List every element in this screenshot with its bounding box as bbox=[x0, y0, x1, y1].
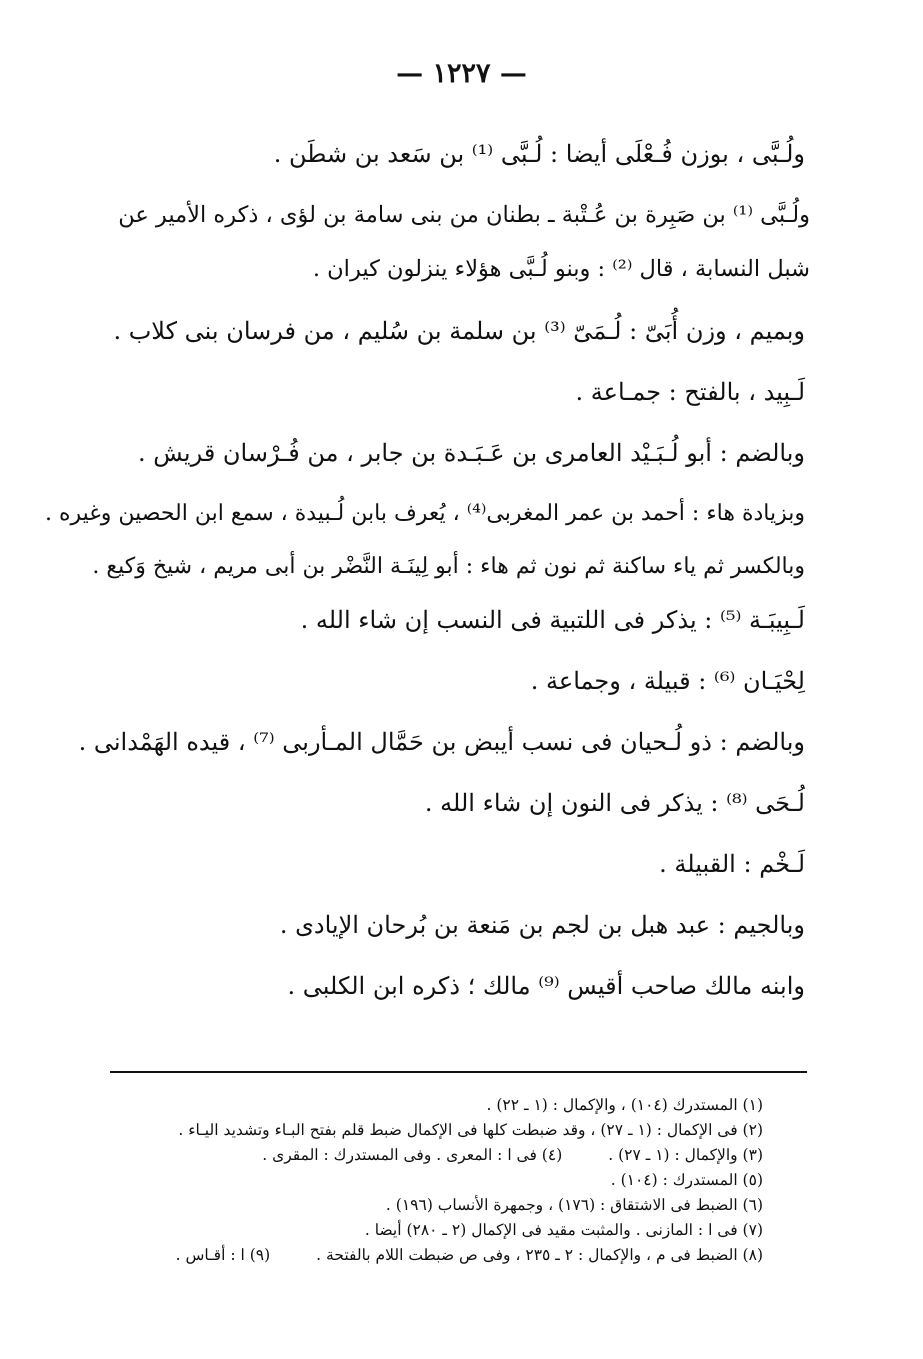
body-line: وابنه مالك صاحب أقيس ⁽⁹⁾ مالك ؛ ذكره ابن الكلبى . bbox=[287, 972, 805, 1000]
footnote: (٨) الضبط فى م ، والإكمال : ٢ ـ ٢٣٥ ، وفى ص ضبطت اللام بالفتحة . bbox=[316, 1246, 763, 1264]
body-line: وبالجيم : عبد هبل بن لجم بن مَنعة بن بُرحان الإيادى . bbox=[279, 911, 805, 939]
main-text bbox=[44, 130, 810, 1023]
footnote-line bbox=[103, 1093, 763, 1118]
footnote: (٥) المستدرك : (١٠٤) . bbox=[610, 1171, 763, 1189]
body-line: وبالضم : ذو لُـحيان فى نسب أيبض بن حَمَّال المـأربى ⁽⁷⁾ ، قيده الهَمْدانى . bbox=[78, 728, 805, 756]
footnote: (٧) فى ا : المازنى . والمثبت مقيد فى الإكمال (٢ ـ ٢٨٠) أيضا . bbox=[364, 1221, 763, 1239]
footnote-line bbox=[103, 1168, 763, 1193]
body-line: وبميم ، وزن أُبَىّ : لُـمَىّ ⁽³⁾ بن سلمة بن سُليم ، من فرسان بنى كلاب . bbox=[113, 317, 805, 345]
footnote-line bbox=[103, 1193, 763, 1218]
body-line: لَـبِيد ، بالفتح : جمـاعة . bbox=[575, 378, 805, 406]
body-line: وبالضم : أبو لُـبَـيْد العامرى بن عَـبَـدة بن جابر ، من فُـرْسان قريش . bbox=[138, 439, 805, 467]
footnote: (٦) الضبط فى الاشتقاق : (١٧٦) ، وجمهرة الأنساب (١٩٦) . bbox=[385, 1196, 763, 1214]
footnote: (٩) ا : أقـاس . bbox=[175, 1246, 271, 1264]
body-line: ولُـبَّى ، بوزن فُـعْلَى أيضا : لُـبَّى ⁽¹⁾ بن سَعد بن شطَن . bbox=[273, 140, 805, 168]
footnote: (١) المستدرك (١٠٤) ، والإكمال : (١ ـ ٢٢) . bbox=[486, 1096, 763, 1114]
footnote: (٤) فى ا : المعرى . وفى المستدرك : المقرى . bbox=[262, 1146, 563, 1164]
body-line: وبالكسر ثم ياء ساكنة ثم نون ثم هاء : أبو لِينَـة النَّضْر بن أبى مريم ، شيخ وَكيع . bbox=[92, 554, 805, 579]
footnote-divider bbox=[110, 1071, 807, 1073]
body-line: لَـخْم : القبيلة . bbox=[659, 850, 805, 878]
page-number: — ١٢٢٧ — bbox=[396, 58, 527, 89]
body-line: لُـحَى ⁽⁸⁾ : يذكر فى النون إن شاء الله . bbox=[424, 789, 805, 817]
body-line: لِحْيَـان ⁽⁶⁾ : قبيلة ، وجماعة . bbox=[530, 667, 805, 695]
body-line: وبزيادة هاء : أحمد بن عمر المغربى⁽⁴⁾ ، يُعرف بابن لُـبيدة ، سمع ابن الحصين وغيره . bbox=[44, 501, 805, 526]
footnotes bbox=[103, 1093, 763, 1268]
footnote-line bbox=[103, 1143, 763, 1168]
body-line: لَـبِيبَـة ⁽⁵⁾ : يذكر فى اللتبية فى النسب إن شاء الله . bbox=[300, 606, 805, 634]
footnote-line bbox=[103, 1243, 763, 1268]
footnote-line bbox=[103, 1218, 763, 1243]
body-line: شبل النسابة ، قال ⁽²⁾ : وبنو لُـبَّى هؤلاء ينزلون كيران . bbox=[312, 256, 810, 282]
footnote: (٢) فى الإكمال : (١ ـ ٢٧) ، وقد ضبطت كلها فى الإكمال ضبط قلم بفتح البـاء وتشديد اليـاء . bbox=[178, 1121, 763, 1139]
footnote: (٣) والإكمال : (١ ـ ٢٧) . bbox=[608, 1146, 763, 1164]
body-line: ولُـبَّى ⁽¹⁾ بن صَبِرة بن عُـتْبة ـ بطنان من بنى سامة بن لؤى ، ذكره الأمير عن bbox=[118, 202, 810, 228]
footnote-line bbox=[103, 1118, 763, 1143]
